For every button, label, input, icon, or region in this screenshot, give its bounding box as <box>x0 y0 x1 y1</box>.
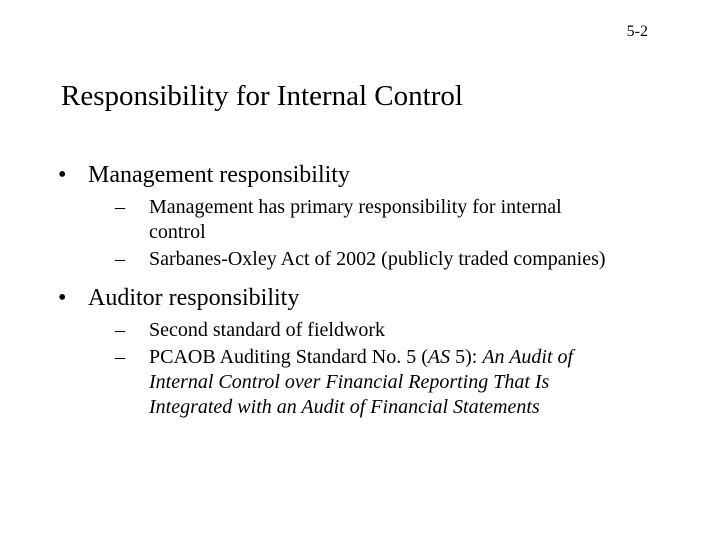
sub-item-pcaob-standard <box>88 345 609 420</box>
dash-icon: – <box>115 346 125 368</box>
bullet-icon: • <box>58 162 67 188</box>
bullet-list <box>58 158 658 420</box>
dash-icon: – <box>115 248 125 270</box>
sub-item-text-title: An Audit of Internal Control over Financial Reporting That Is Integrated with an Audit of Financial Statements <box>149 346 574 418</box>
page-number: 5-2 <box>626 23 648 40</box>
sub-item-text-abbrev: AS <box>427 346 451 368</box>
sub-item-primary-responsibility <box>88 195 609 245</box>
dash-icon: – <box>115 196 125 218</box>
sub-item-text-mid: 5): <box>450 346 483 368</box>
bullet-label: Management responsibility <box>88 162 350 188</box>
sub-item-text: Management has primary responsibility for internal control <box>149 196 562 243</box>
dash-icon: – <box>115 319 125 341</box>
sub-item-text-prefix: PCAOB Auditing Standard No. 5 ( <box>149 346 428 368</box>
sub-list <box>88 318 658 420</box>
bullet-label: Auditor responsibility <box>88 285 300 311</box>
bullet-icon: • <box>58 285 67 311</box>
bullet-management-responsibility <box>58 158 658 272</box>
sub-item-sarbanes-oxley <box>88 247 609 272</box>
sub-list <box>88 195 658 272</box>
sub-item-text: Second standard of fieldwork <box>149 319 386 341</box>
bullet-auditor-responsibility <box>58 281 658 420</box>
sub-item-fieldwork-standard <box>88 318 609 343</box>
slide-title: Responsibility for Internal Control <box>61 80 463 112</box>
sub-item-text: Sarbanes-Oxley Act of 2002 (publicly traded companies) <box>149 248 606 270</box>
